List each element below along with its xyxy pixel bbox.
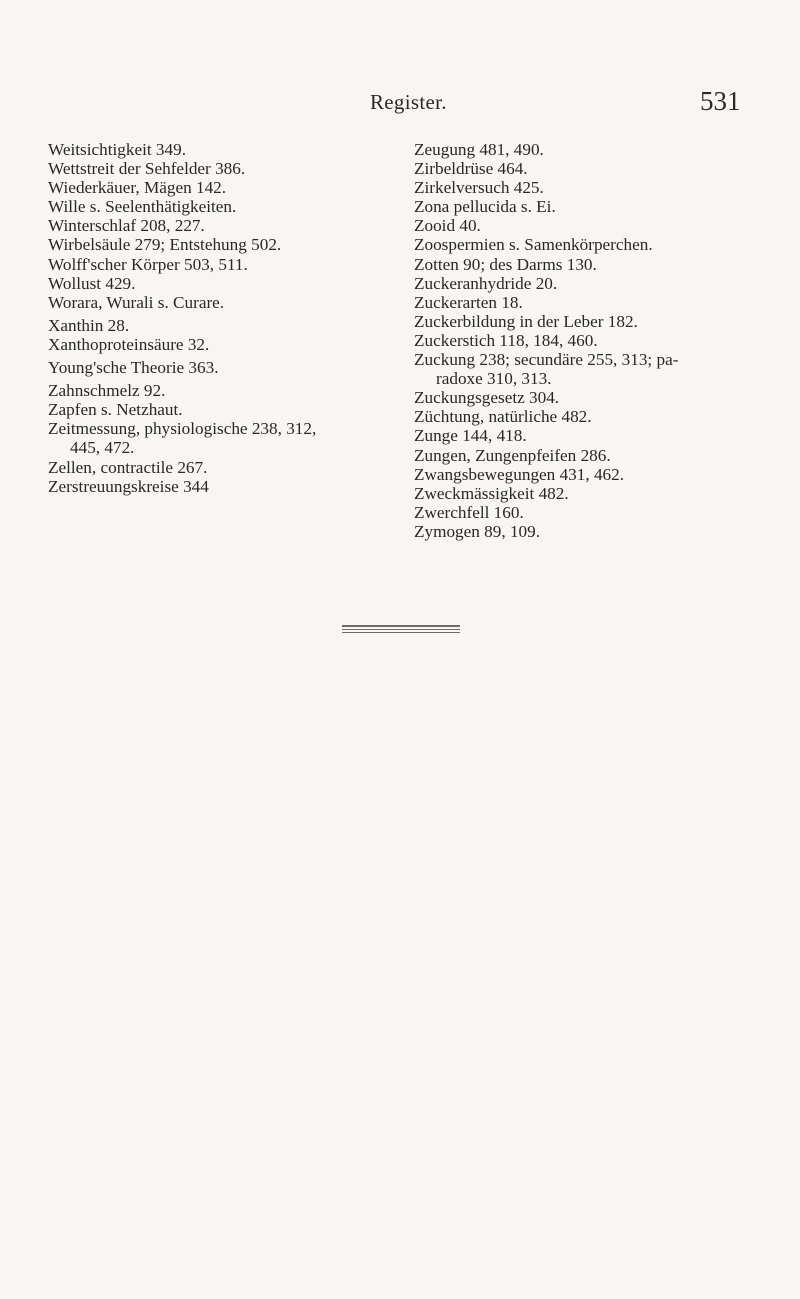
index-entry: Zeugung 481, 490. (414, 140, 544, 159)
index-entry: Zuckerstich 118, 184, 460. (414, 330, 598, 350)
index-entry: Wolff'scher Körper 503, 511. (48, 254, 248, 274)
index-entry: Zymogen 89, 109. (414, 521, 541, 541)
page-header-title: Register. (370, 90, 447, 114)
index-entry-continuation: radoxe 310, 313. (436, 369, 552, 389)
index-entry: Wettstreit der Sehfelder 386. (48, 159, 246, 179)
index-entry: Zunge 144, 418. (414, 426, 527, 446)
index-entry: Worara, Wurali s. Curare. (48, 292, 225, 312)
index-entry: Züchtung, natürliche 482. (414, 407, 592, 427)
index-entry: Zellen, contractile 267. (48, 457, 208, 477)
index-entry: Winterschlaf 208, 227. (48, 216, 205, 236)
index-entry: Zirbeldrüse 464. (414, 159, 528, 179)
index-entry: Wollust 429. (48, 273, 136, 293)
divider-rule (342, 632, 460, 633)
page-number: 531 (700, 86, 741, 116)
divider-rule (342, 625, 460, 627)
index-entry: Zuckerbildung in der Leber 182. (414, 311, 638, 331)
index-entry: Zweckmässigkeit 482. (414, 483, 569, 503)
index-entry: Zuckerarten 18. (414, 292, 523, 312)
index-entry-letter-x: Xanthin 28. (48, 315, 130, 335)
index-entry: Zerstreuungskreise 344 (48, 476, 209, 496)
index-entry: Xanthoproteinsäure 32. (48, 334, 210, 354)
end-rule (342, 625, 460, 635)
index-entry: Zuckung 238; secundäre 255, 313; pa- (414, 350, 679, 370)
index-entry: Wille s. Seelenthätigkeiten. (48, 197, 237, 217)
index-entry: Wiederkäuer, Mägen 142. (48, 178, 227, 198)
index-entry-letter-y: Young'sche Theorie 363. (48, 358, 219, 378)
index-entry: Zooid 40. (414, 216, 481, 236)
divider-rule (342, 629, 460, 630)
index-entry: Zapfen s. Netzhaut. (48, 400, 183, 420)
index-entry: Zwerchfell 160. (414, 502, 524, 522)
left-index-column (48, 140, 398, 496)
index-entry: Zoospermien s. Samenkörperchen. (414, 235, 653, 255)
index-entry: Zwangsbewegungen 431, 462. (414, 464, 625, 484)
index-entry: Wirbelsäule 279; Entstehung 502. (48, 235, 282, 255)
index-entry: Zungen, Zungenpfeifen 286. (414, 445, 611, 465)
index-entry: Weitsichtigkeit 349. (48, 140, 187, 159)
index-entry: Zeitmessung, physiologische 238, 312, (48, 419, 317, 439)
index-entry: Zirkelversuch 425. (414, 178, 544, 198)
index-entry: Zotten 90; des Darms 130. (414, 254, 597, 274)
index-entry: Zuckungsgesetz 304. (414, 388, 560, 408)
index-entry-continuation: 445, 472. (70, 438, 135, 458)
index-entry: Zuckeranhydride 20. (414, 273, 558, 293)
right-index-column (414, 140, 786, 541)
index-entry: Zona pellucida s. Ei. (414, 197, 556, 217)
index-entry-letter-z: Zahnschmelz 92. (48, 381, 166, 401)
